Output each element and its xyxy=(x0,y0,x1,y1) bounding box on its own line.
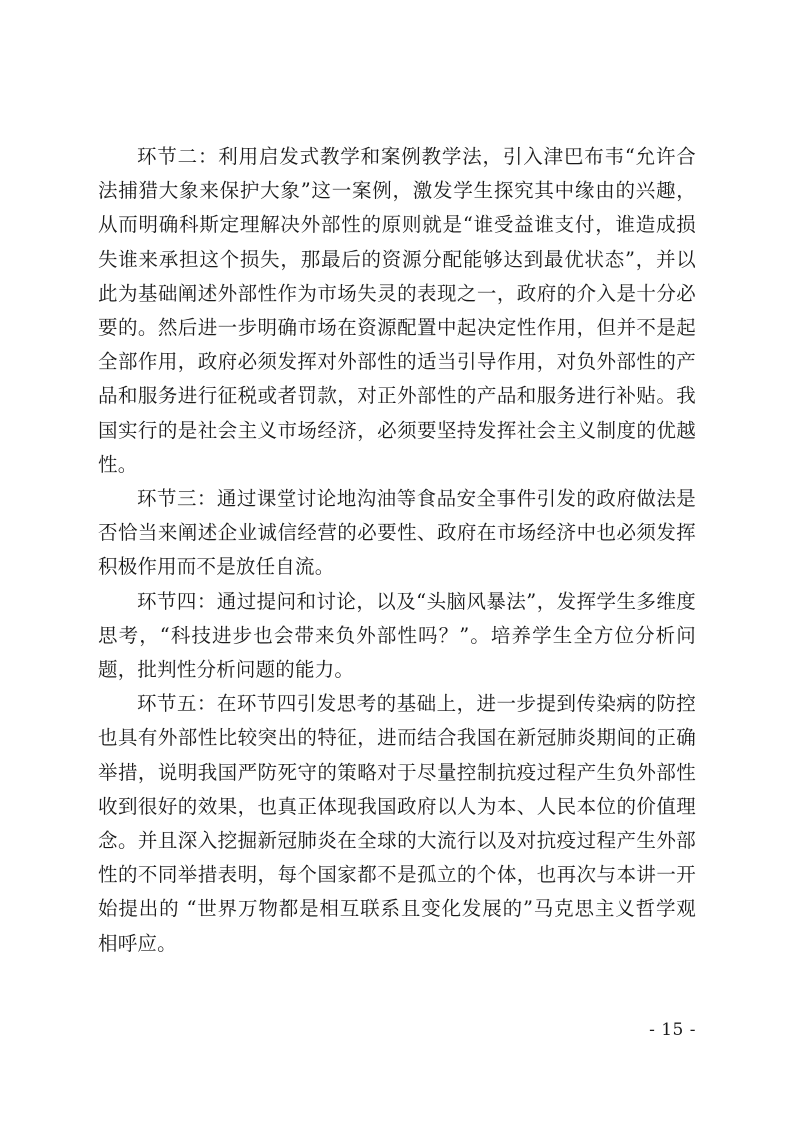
paragraph-section-4: 环节四：通过提问和讨论，以及“头脑风暴法”，发挥学生多维度思考，“科技进步也会带来负外部性吗？”。培养学生全方位分析问题，批判性分析问题的能力。 xyxy=(98,589,696,682)
paragraph-section-2: 环节二：利用启发式教学和案例教学法，引入津巴布韦“允许合法捕猎大象来保护大象”这一案例，激发学生探究其中缘由的兴趣，从而明确科斯定理解决外部性的原则就是“谁受益谁支付，谁造成损失谁来承担这个损失，那最后的资源分配能够达到最优状态”，并以此为基础阐述外部性作为市场失灵的表现之一，政府的介入是十分必要的。然后进一步明确市场在资源配置中起决定性作用，但并不是起全部作用，政府必须发挥对外部性的适当引导作用，对负外部性的产品和服务进行征税或者罚款，对正外部性的产品和服务进行补贴。我国实行的是社会主义市场经济，必须要坚持发挥社会主义制度的优越性。 xyxy=(98,145,696,476)
paragraph-section-5: 环节五：在环节四引发思考的基础上，进一步提到传染病的防控也具有外部性比较突出的特征，进而结合我国在新冠肺炎期间的正确举措，说明我国严防死守的策略对于尽量控制抗疫过程产生负外部性收到很好的效果，也真正体现我国政府以人为本、人民本位的价值理念。并且深入挖掘新冠肺炎在全球的大流行以及对抗疫过程产生外部性的不同举措表明，每个国家都不是孤立的个体，也再次与本讲一开始提出的 “世界万物都是相互联系且变化发展的”马克思主义哲学观相呼应。 xyxy=(98,692,696,955)
document-body xyxy=(98,140,696,961)
paragraph-section-3: 环节三：通过课堂讨论地沟油等食品安全事件引发的政府做法是否恰当来阐述企业诚信经营的必要性、政府在市场经济中也必须发挥积极作用而不是放任自流。 xyxy=(98,487,696,579)
page-number: - 15 - xyxy=(649,1020,696,1040)
